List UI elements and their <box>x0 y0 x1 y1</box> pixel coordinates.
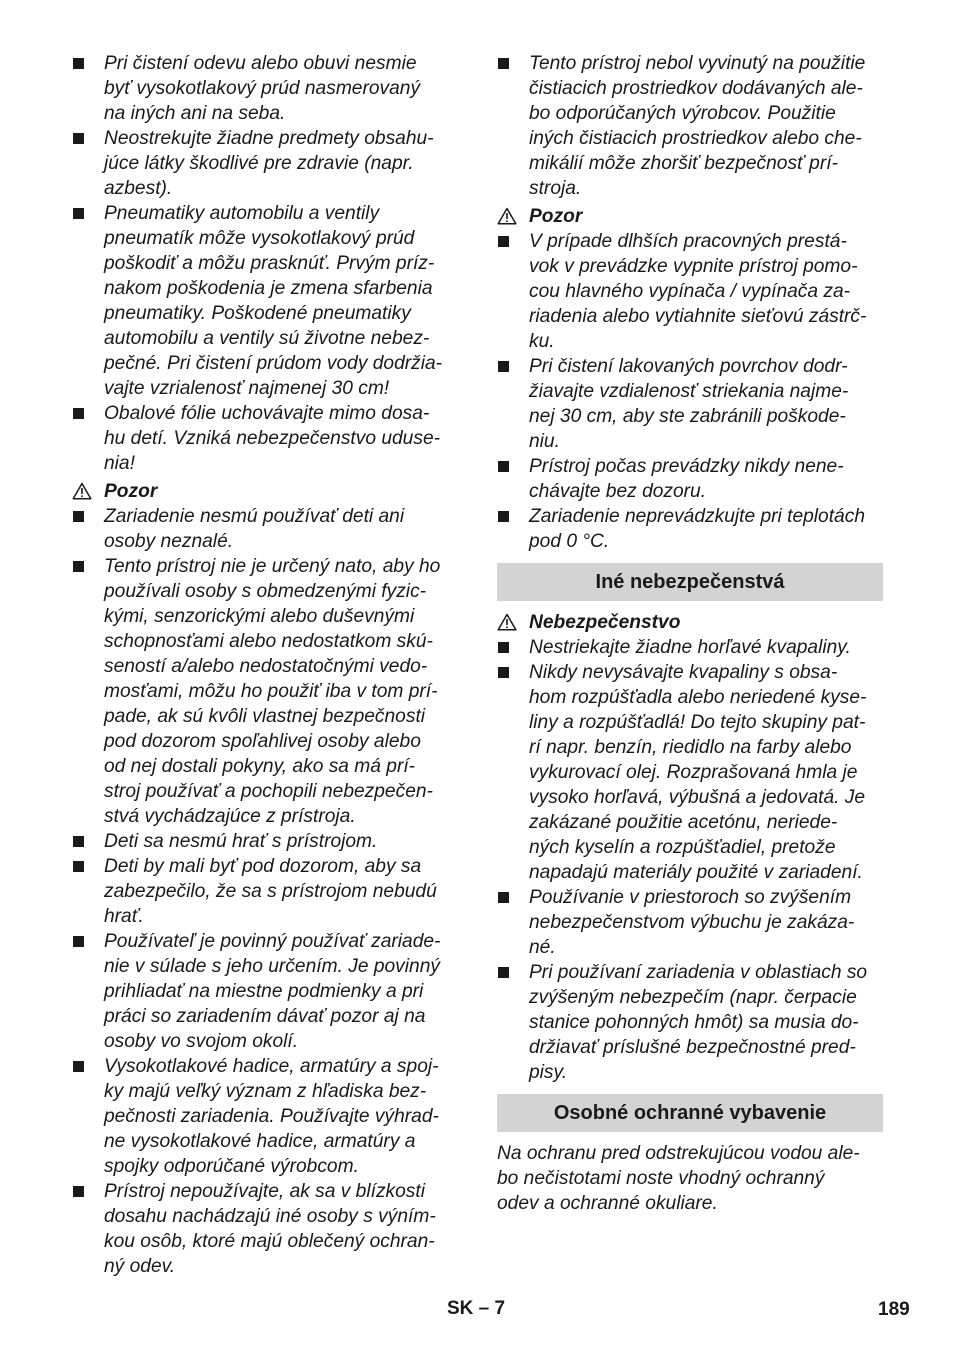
square-bullet-icon <box>498 461 509 472</box>
list-item: Deti by mali byť pod dozorom, aby sa zabezpečilo, že sa s prístrojom nebudú hrať. <box>72 854 462 929</box>
list-item: V prípade dlhších pracovných prestá- vok v prevádzke vypnite prístroj pomo- cou hlavného vypínača / vypínača za- riadenia alebo vytiahnite sieťovú zástrč- ku. <box>497 229 887 354</box>
square-bullet-icon <box>73 836 84 847</box>
square-bullet-icon <box>498 236 509 247</box>
warning-heading: Pozor <box>497 204 887 229</box>
section-heading-protective-equipment: Osobné ochranné vybavenie <box>497 1094 883 1132</box>
list-item: Prístroj počas prevádzky nikdy nene- chávajte bez dozoru. <box>497 454 887 504</box>
square-bullet-icon <box>498 642 509 653</box>
list-item: Deti sa nesmú hrať s prístrojom. <box>72 829 462 854</box>
square-bullet-icon <box>73 208 84 219</box>
square-bullet-icon <box>498 967 509 978</box>
square-bullet-icon <box>73 861 84 872</box>
warning-triangle-icon <box>72 482 92 500</box>
list-item: Pri čistení lakovaných povrchov dodr- žiavajte vzdialenosť striekania najme- nej 30 cm, aby ste zabránili poškode- niu. <box>497 354 887 454</box>
warning-triangle-icon <box>497 207 517 225</box>
list-item: Nikdy nevysávajte kvapaliny s obsa- hom rozpúšťadla alebo neriedené kyse- liny a rozpúšťadlá! Do tejto skupiny pat- rí napr. benzín, riedidlo na farby alebo vykurovací olej. Rozprašovaná hmla je vysoko horľavá, výbušná a jedovatá. Je zakázané použitie acetónu, neriede- ných kyselín a rozpúšťadiel, pretože napadajú materiály použité v zariadení. <box>497 660 887 885</box>
square-bullet-icon <box>498 361 509 372</box>
danger-heading: Nebezpečenstvo <box>497 610 887 635</box>
list-block <box>497 635 887 1085</box>
list-item: Pri používaní zariadenia v oblastiach so zvýšeným nebezpečím (napr. čerpacie stanice pohonných hmôt) sa musia do- držiavať príslušné bezpečnostné pred- pisy. <box>497 960 887 1085</box>
list-block <box>497 51 887 201</box>
square-bullet-icon <box>498 892 509 903</box>
left-column <box>72 51 462 1279</box>
list-block <box>72 504 462 1279</box>
square-bullet-icon <box>73 1061 84 1072</box>
square-bullet-icon <box>73 1186 84 1197</box>
section-heading-other-dangers: Iné nebezpečenstvá <box>497 563 883 601</box>
square-bullet-icon <box>498 58 509 69</box>
list-item: Zariadenie nesmú používať deti ani osoby neznalé. <box>72 504 462 554</box>
list-item: Tento prístroj nie je určený nato, aby ho používali osoby s obmedzenými fyzic- kými, senzorickými alebo duševnými schopnosťami alebo nedostatkom skú- seností a/alebo nedostatočnými vedo- mosťami, môžu ho použiť iba v tom prí- pade, ak sú kvôli vlastnej bezpečnosti pod dozorom spoľahlivej osoby alebo od nej dostali pokyny, ako sa má prí- stroj používať a pochopili nebezpečen- stvá vychádzajúce z prístroja. <box>72 554 462 829</box>
square-bullet-icon <box>73 408 84 419</box>
protective-equipment-paragraph: Na ochranu pred odstrekujúcou vodou ale- bo nečistotami noste vhodný ochranný odev a ochranné okuliare. <box>497 1143 860 1214</box>
list-item: Neostrekujte žiadne predmety obsahu- júce látky škodlivé pre zdravie (napr. azbest). <box>72 126 462 201</box>
list-item: Používanie v priestoroch so zvýšením nebezpečenstvom výbuchu je zakáza- né. <box>497 885 887 960</box>
list-item: Tento prístroj nebol vyvinutý na použitie čistiacich prostriedkov dodávaných ale- bo odporúčaných výrobcov. Použitie iných čistiacich prostriedkov alebo che- mikálií môže zhoršiť bezpečnosť prí- stroja. <box>497 51 887 201</box>
list-item: Pneumatiky automobilu a ventily pneumatík môže vysokotlakový prúd poškodiť a môžu prasknúť. Prvým príz- nakom poškodenia je zmena sfarbenia pneumatiky. Poškodené pneumatiky automobilu a ventily sú životne nebez- pečné. Pri čistení prúdom vody dodržia- vajte vzrialenosť najmenej 30 cm! <box>72 201 462 401</box>
square-bullet-icon <box>73 561 84 572</box>
page-section-code: SK – 7 <box>447 1298 506 1319</box>
list-item: Pri čistení odevu alebo obuvi nesmie byť vysokotlakový prúd nasmerovaný na iných ani na seba. <box>72 51 462 126</box>
list-item: Zariadenie neprevádzkujte pri teplotách pod 0 °C. <box>497 504 887 554</box>
square-bullet-icon <box>498 667 509 678</box>
list-item: Obalové fólie uchovávajte mimo dosa- hu detí. Vzniká nebezpečenstvo uduse- nia! <box>72 401 462 476</box>
warning-heading: Pozor <box>72 479 462 504</box>
square-bullet-icon <box>73 133 84 144</box>
right-column <box>497 51 887 1216</box>
list-item: Nestriekajte žiadne horľavé kvapaliny. <box>497 635 887 660</box>
square-bullet-icon <box>73 58 84 69</box>
list-block <box>72 51 462 476</box>
square-bullet-icon <box>73 936 84 947</box>
page-number: 189 <box>878 1299 910 1320</box>
square-bullet-icon <box>73 511 84 522</box>
square-bullet-icon <box>498 511 509 522</box>
list-item: Vysokotlakové hadice, armatúry a spoj- ky majú veľký význam z hľadiska bez- pečnosti zariadenia. Používajte výhrad- ne vysokotlakové hadice, armatúry a spojky odporúčané výrobcom. <box>72 1054 462 1179</box>
list-item: Prístroj nepoužívajte, ak sa v blízkosti dosahu nachádzajú iné osoby s výním- kou osôb, ktoré majú oblečený ochran- ný odev. <box>72 1179 462 1279</box>
list-block <box>497 229 887 554</box>
list-item: Používateľ je povinný používať zariade- nie v súlade s jeho určením. Je povinný prihliadať na miestne podmienky a pri práci so zariadením dávať pozor aj na osoby vo svojom okolí. <box>72 929 462 1054</box>
warning-triangle-icon <box>497 613 517 631</box>
